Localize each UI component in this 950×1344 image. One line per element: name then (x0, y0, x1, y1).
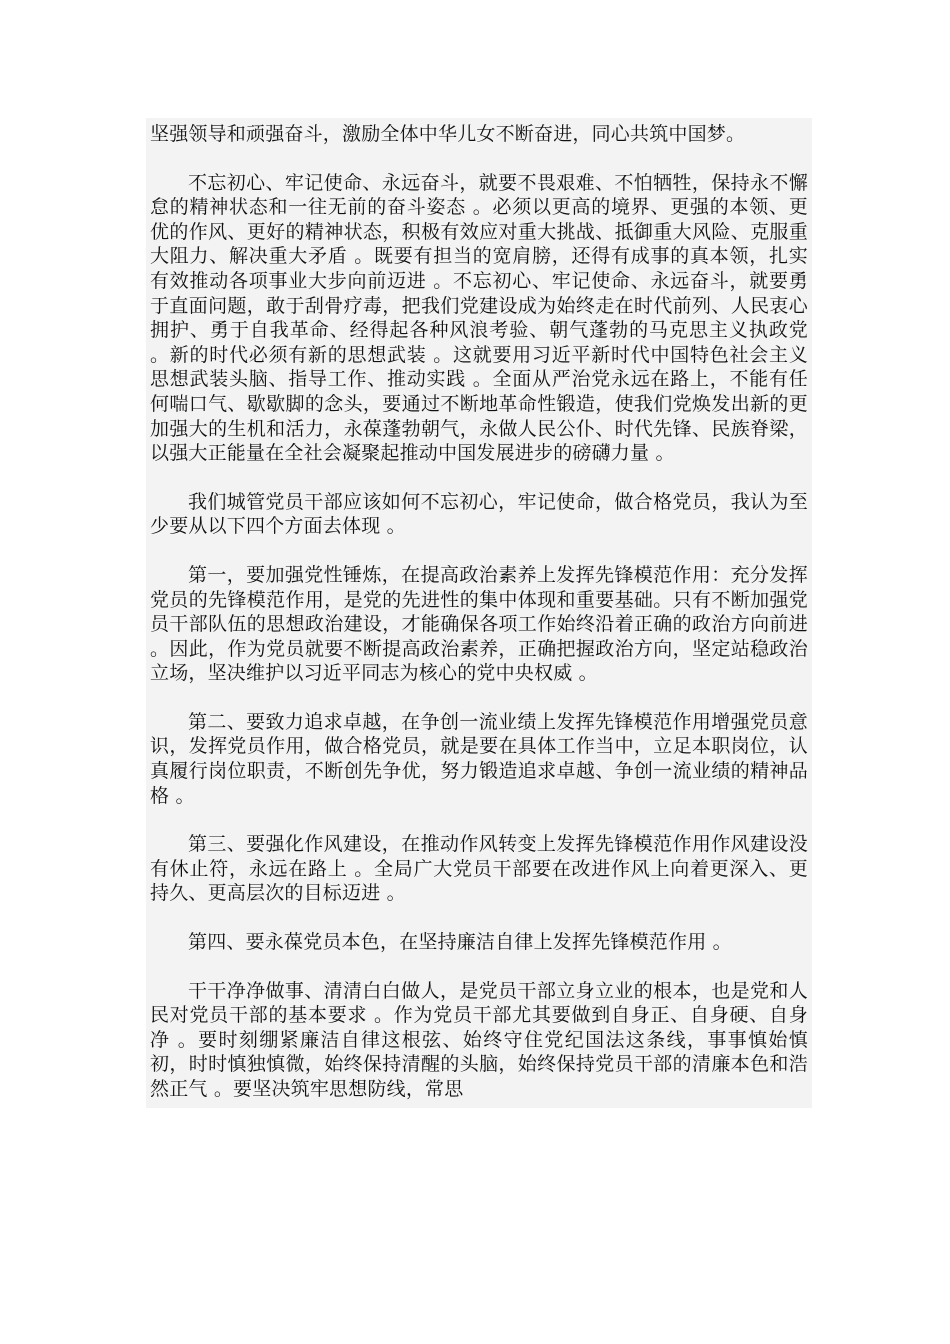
paragraph-gap (150, 147, 808, 171)
paragraph-gap (150, 906, 808, 930)
paragraph-gap (150, 466, 808, 490)
paragraph-integrity: 干干净净做事、清清白白做人，是党员干部立身立业的根本，也是党和人民对党员干部的基本要求 。作为党员干部尤其要做到自身正、自身硬、自身净 。要时刻绷紧廉洁自律这根弦、始终守住党纪国法这条线，事事慎始慎初，时时慎独慎微，始终保持清醒的头脑，始终保持党员干部的清廉本色和浩然正气 。要坚决筑牢思想防线，常思 (150, 979, 808, 1100)
paragraph-stay-true: 不忘初心、牢记使命、永远奋斗，就要不畏艰难、不怕牺牲，保持永不懈怠的精神状态和一往无前的奋斗姿态 。必须以更高的境界、更强的本领、更优的作风、更好的精神状态，积极有效应对重大挑战、抵御重大风险、克服重大阻力、解决重大矛盾 。既要有担当的宽肩膀，还得有成事的真本领，扎实有效推动各项事业大步向前迈进 。不忘初心、牢记使命、永远奋斗，就要勇于直面问题，敢于刮骨疗毒，把我们党建设成为始终走在时代前列、人民衷心拥护、勇于自我革命、经得起各种风浪考验、朝气蓬勃的马克思主义执政党 。新的时代必须有新的思想武装 。这就要用习近平新时代中国特色社会主义思想武装头脑、指导工作、推动实践 。全面从严治党永远在路上，不能有任何喘口气、歇歇脚的念头，要通过不断地革命性锻造，使我们党焕发出新的更加强大的生机和活力，永葆蓬勃朝气，永做人民公仆、时代先锋、民族脊梁，以强大正能量在全社会凝聚起推动中国发展进步的磅礴力量 。 (150, 171, 808, 465)
paragraph-continuation: 坚强领导和顽强奋斗，激励全体中华儿女不断奋进，同心共筑中国梦。 (150, 123, 746, 145)
paragraph-second-point: 第二、要致力追求卓越，在争创一流业绩上发挥先锋模范作用增强党员意识，发挥党员作用，做合格党员，就是要在具体工作当中，立足本职岗位，认真履行岗位职责，不断创先争优，努力锻造追求卓越、争创一流业绩的精神品格 。 (150, 710, 808, 807)
paragraph-gap (150, 955, 808, 979)
paragraph-gap (150, 808, 808, 832)
paragraph-gap (150, 539, 808, 563)
paragraph-third-point: 第三、要强化作风建设，在推动作风转变上发挥先锋模范作用作风建设没有休止符，永远在路上 。全局广大党员干部要在改进作风上向着更深入、更持久、更高层次的目标迈进 。 (150, 833, 808, 905)
paragraph-question: 我们城管党员干部应该如何不忘初心，牢记使命，做合格党员，我认为至少要从以下四个方面去体现 。 (150, 490, 808, 538)
paragraph-first-point: 第一，要加强党性锤炼，在提高政治素养上发挥先锋模范作用：充分发挥党员的先锋模范作用，是党的先进性的集中体现和重要基础。只有不断加强党员干部队伍的思想政治建设，才能确保各项工作始终沿着正确的政治方向前进 。因此，作为党员就要不断提高政治素养，正确把握政治方向，坚定站稳政治立场，坚决维护以习近平同志为核心的党中央权威 。 (150, 563, 808, 685)
document-body (146, 118, 812, 1108)
paragraph-gap (150, 686, 808, 710)
paragraph-fourth-point: 第四、要永葆党员本色，在坚持廉洁自律上发挥先锋模范作用 。 (188, 931, 732, 954)
